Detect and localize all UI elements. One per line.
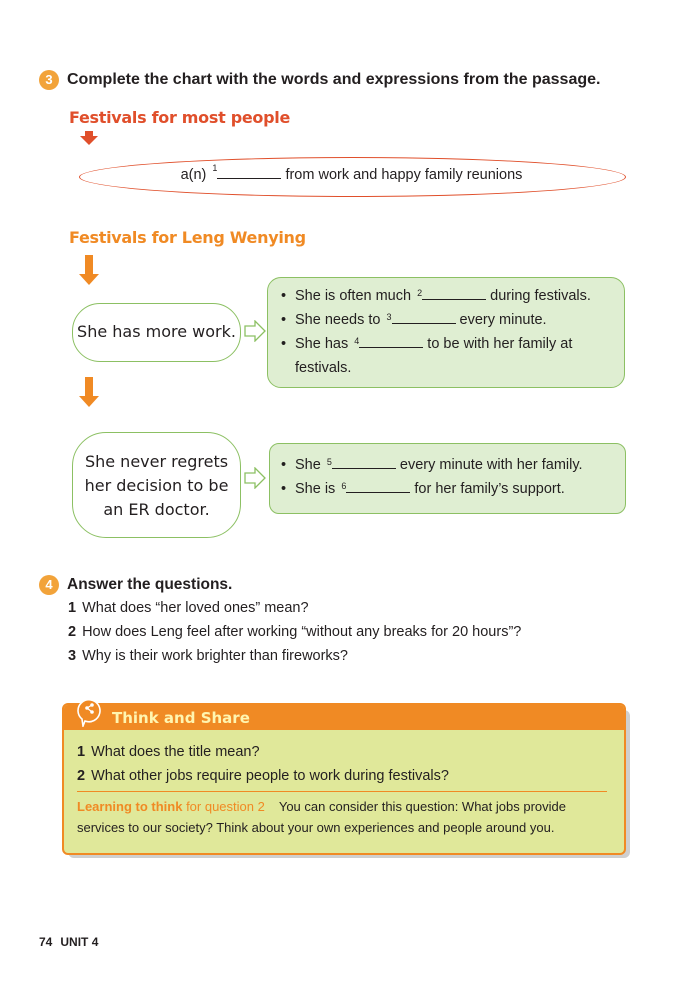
think-share-title: Think and Share [112,709,250,727]
heading-most-people: Festivals for most people [69,108,291,127]
blank-line[interactable] [332,456,396,469]
page-footer: 74 UNIT 4 [39,935,99,949]
blank-line[interactable] [217,166,281,179]
blank-line[interactable] [392,311,456,324]
section-4-instruction: Answer the questions. [67,576,233,593]
oval-text: a(n) $^1$ from work and happy family reunions [180,163,523,183]
question-item: 1 What does “her loved ones” mean? [68,600,309,616]
small-down-arrow [80,131,98,145]
think-question: 2 What other jobs require people to work during festivals? [77,768,449,784]
section-3-instruction: Complete the chart with the words and expressions from the passage. [67,71,601,88]
section-number-badge: 4 [39,575,59,595]
decision-box-text: She never regrets her decision to be an ER doctor. [84,452,229,519]
list-item: • She needs to $^3$ every minute. [280,308,615,332]
blank-line[interactable] [422,287,486,300]
question-item: 3 Why is their work brighter than fireworks? [68,648,348,664]
blank-line[interactable] [346,480,410,493]
think-share-icon [74,697,104,732]
list-item: • She has $^4$ to be with her family at festivals. [280,332,615,380]
list-item: • She is $^6$ for her family’s support. [280,477,615,501]
think-question: 1 What does the title mean? [77,744,260,760]
work-details-list [280,284,615,380]
decision-details-list [280,453,615,501]
list-item: • She $^5$ every minute with her family. [280,453,615,477]
right-arrow-icon [244,467,266,494]
question-item: 2 How does Leng feel after working “without any breaks for 20 hours”? [68,624,522,640]
divider [77,791,607,792]
heading-leng-wenying: Festivals for Leng Wenying [69,228,306,247]
right-arrow-icon [244,320,266,347]
list-item: • She is often much $^2$ during festivals. [280,284,615,308]
section-number-badge: 3 [39,70,59,90]
blank-line[interactable] [359,335,423,348]
work-box-text: She has more work. [77,322,236,341]
down-arrow-icon [85,255,93,275]
learning-tip: Learning to think for question 2 You can consider this question: What jobs provide services to our society? Think about your own experiences and people around you. [77,799,566,835]
down-arrow-icon [85,377,93,397]
